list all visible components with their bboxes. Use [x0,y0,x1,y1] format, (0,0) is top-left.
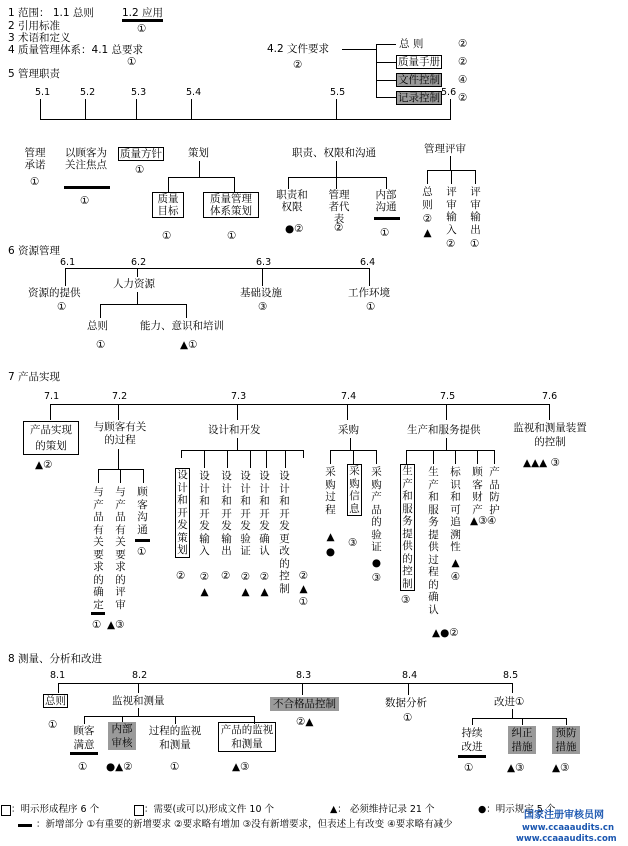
requirements-determination-underline [91,612,105,615]
design-output: 设计和开发输出 [221,470,232,557]
prod-drop-1 [406,450,407,464]
customer-satisfaction-mark: ① [78,761,88,773]
clause-4-2-bracket [376,44,377,98]
product-requirements-determination-mark: ① [92,619,102,631]
s8-drop-4 [408,683,409,695]
competence-awareness-training-mark: ▲① [180,339,198,351]
hr-drop-1 [100,304,101,318]
planning-bar [168,177,234,178]
review-output: 评审输出 [470,186,481,236]
prod-drop-3 [455,450,456,464]
doc-record-control-mark: ② [458,92,468,104]
resp-bar [288,177,386,178]
prod-drop-2 [433,450,434,464]
section-5-bar [40,119,451,120]
design-verification: 设计和开发验证 [240,470,251,557]
clause-8-3-num: 8.3 [296,670,312,681]
management-review: 管理评审 [424,143,466,155]
management-representative: 管理者代表 [328,189,350,225]
section-8-title: 8 测量、分析和改进 [8,653,103,665]
hr-drop-2 [186,304,187,318]
preservation-of-product: 产品防护 [489,466,500,516]
review-general: 总则 [422,186,433,211]
doc-general: 总 则 [399,38,424,50]
hr-general-mark: ① [96,339,106,351]
dd-bracket-r [303,450,304,458]
s6-drop-4 [369,268,370,286]
doc-document-control: 文件控制 [398,74,440,86]
identification-traceability: 标识和可追溯性 [450,466,461,553]
competence-awareness-training: 能力、意识和培训 [140,320,224,332]
resp-drop-1 [288,177,289,189]
resp-drop-2 [336,177,337,189]
product-realization-planning: 产品实现的策划 [23,421,79,455]
section-8-bar [58,683,513,684]
clause-4-mark: ① [127,56,137,68]
s8-drop-3 [302,683,303,695]
resp-drop-3 [386,177,387,189]
clause-1-2-apply: 1.2 应用 [122,7,163,22]
hr-bar [100,304,186,305]
review-general-mark: ②▲ [422,213,433,239]
product-monitoring-measurement-mark: ▲③ [232,761,250,773]
planning: 策划 [188,147,209,159]
s5-drop-5 [336,99,337,119]
clause-5-6-num: 5.6 [441,87,457,98]
review-drop-2 [451,170,452,184]
prod-drop-5 [494,450,495,464]
s5-drop-4 [191,99,192,119]
purchased-product-verification-mark: ●③ [371,557,382,584]
clause-7-5-num: 7.5 [440,391,456,402]
prod-stem [446,438,447,450]
s5-drop-6 [450,99,451,119]
clause-1-line: 1 范围： 1.1 总则 [8,7,94,19]
dd-drop-5 [266,450,267,468]
customer-communication-underline [135,539,150,542]
review-output-mark: ① [470,238,480,250]
doc-general-mark: ② [458,38,468,50]
measurement-general-mark: ① [48,719,58,731]
analysis-of-data-mark: ① [403,712,413,724]
cust-bar [98,469,144,470]
clause-6-4-num: 6.4 [360,257,376,268]
quality-policy: 质量方针 [120,148,162,160]
clause-4-2-mark: ② [293,59,303,71]
monitoring-measuring-device-control-mark: ▲▲▲ ③ [523,457,560,469]
clause-6-1-num: 6.1 [60,257,76,268]
dd-drop-4 [250,450,251,468]
doc-record-control: 记录控制 [398,92,440,104]
design-development: 设计和开发 [208,424,261,436]
clause-8-5-num: 8.5 [503,670,519,681]
identification-traceability-mark: ▲④ [450,557,461,583]
internal-audit: 内部审核 [108,722,136,750]
purchasing-information-mark: ③ [348,537,358,549]
s8-drop-1 [58,683,59,693]
work-environment: 工作环境 [348,287,390,299]
design-output-mark: ② [221,570,231,582]
imp-bar [472,718,566,719]
infrastructure: 基础设施 [240,287,282,299]
process-monitoring-measurement: 过程的监视和测量 [148,725,202,751]
legend-documents: ：需要(或可以)形成文件 10 个 [144,804,275,815]
resp-stem [336,161,337,177]
cust-drop-3 [143,469,144,483]
review-drop-1 [427,170,428,184]
internal-communication-underline [374,217,400,220]
s7-drop-4 [347,404,348,420]
s7-drop-2 [118,404,119,420]
legend-new-underline [18,824,32,827]
quality-objectives-mark: ① [162,230,172,242]
resource-provision-mark: ① [57,301,67,313]
nonconforming-product-control-mark: ②▲ [296,716,314,728]
watermark-url-com: www.ccaaaudits.com [516,834,617,844]
design-change-control: 设计和开发更改的控制 [279,470,290,595]
section-6-title: 6 资源管理 [8,245,61,257]
dd-drop-6 [285,450,286,468]
dd-stem [237,438,238,450]
improvement: 改进① [494,696,525,708]
mm-drop-3 [175,716,176,724]
product-monitoring-measurement: 产品的监视和测量 [218,722,276,752]
design-verification-mark: ②▲ [240,571,251,598]
design-input: 设计和开发输入 [199,470,210,557]
s7-drop-6 [549,404,550,420]
management-representative-mark: ② [334,222,344,234]
clause-4-line: 4 质量管理体系：4.1 总要求 [8,44,144,56]
s5-drop-3 [136,99,137,119]
s8-drop-5 [512,683,513,693]
hr-stem [137,292,138,304]
clause-3-line: 3 术语和定义 [8,32,71,44]
legend-procedure-box [1,805,11,816]
section-6-bar [65,268,370,269]
design-validation-mark: ②▲ [259,571,270,598]
continual-improvement: 持续改进 [461,727,483,753]
clause-1-2-mark: ① [137,23,147,35]
mm-drop-1 [84,716,85,724]
customer-communication: 顾客沟通 [137,486,148,536]
clause-8-1-num: 8.1 [50,670,66,681]
monitoring-and-measurement: 监视和测量 [112,695,165,707]
customer-focus: 以顾客为关注焦点 [65,147,107,171]
s6-drop-1 [65,268,66,286]
quality-objectives: 质量目标 [152,192,184,218]
mm-stem [138,708,139,716]
doc-tick-2 [376,62,396,63]
pur-drop-3 [376,450,377,464]
resource-provision: 资源的提供 [28,287,81,299]
work-environment-mark: ① [366,301,376,313]
legend-change-levels: ：新增部分 ①有重要的新增要求 ②要求略有增加 ③没有新增要求，但表述上有改变 ④要求略有减少 [36,819,453,830]
clause-5-4-num: 5.4 [186,87,202,98]
process-validation: 生产和服务提供过程的确认 [428,466,439,616]
product-requirements-review-mark: ▲③ [107,619,125,631]
purchasing-information: 采购信息 [347,464,362,516]
clause-6-2-num: 6.2 [131,257,147,268]
clause-4-2-line [342,49,376,50]
doc-tick-3 [376,80,396,81]
s7-drop-3 [237,404,238,420]
design-change-control-mark: ②▲① [298,570,309,608]
pur-drop-2 [353,450,354,464]
customer-satisfaction: 顾客满意 [73,725,95,751]
legend-explicit: ●：明示规定 5 个 [478,804,556,815]
mgmt-commitment: 管理承诺 [24,147,46,171]
production-control: 生产和服务提供的控制 [400,464,415,591]
customer-property: 顾客财产 [472,466,483,516]
preventive-action: 预防措施 [552,726,580,754]
cust-drop-2 [120,469,121,483]
preservation-of-product-mark: ④ [487,515,497,527]
clause-7-3-num: 7.3 [231,391,247,402]
dd-drop-3 [227,450,228,468]
design-planning: 设计和开发策划 [175,468,190,558]
qms-planning: 质量管理体系策划 [203,192,259,218]
responsibility-authority: 职责和权限 [276,189,308,213]
customer-focus-underline [64,186,110,189]
section-7-title: 7 产品实现 [8,371,61,383]
continual-improvement-underline [458,755,486,758]
clause-2-line: 2 引用标准 [8,20,61,32]
review-input: 评审输入 [446,186,457,236]
clause-6-3-num: 6.3 [256,257,272,268]
dd-bracket-l [181,450,182,458]
doc-tick-1 [376,44,396,45]
mm-bar [84,716,254,717]
watermark-url-cn: www.ccaaaudits.cn [522,823,615,833]
cust-stem [118,449,119,469]
measurement-general: 总则 [45,695,66,707]
dd-drop-2 [204,450,205,468]
clause-5-5-num: 5.5 [330,87,346,98]
section-7-bar [50,404,550,405]
internal-communication-mark: ① [380,227,390,239]
responsibility-authority-mark: ●② [285,223,304,235]
production-control-mark: ③ [401,594,411,606]
watermark-site-name: 国家注册审核员网 [524,810,604,821]
review-stem [450,156,451,170]
clause-4-2-label: 4.2 文件要求 [267,43,330,55]
continual-improvement-mark: ① [464,762,474,774]
imp-drop-2 [522,718,523,725]
customer-related-processes: 与顾客有关的过程 [93,421,147,446]
s6-drop-3 [262,268,263,286]
customer-communication-mark: ① [137,546,147,558]
clause-7-6-num: 7.6 [542,391,558,402]
s7-drop-1 [50,404,51,420]
doc-tick-4 [376,97,396,98]
corrective-action: 纠正措施 [508,726,536,754]
s6-drop-2 [137,268,138,277]
customer-focus-mark: ① [80,195,90,207]
purchasing: 采购 [338,424,359,436]
purchased-product-verification: 采购产品的验证 [371,466,382,553]
infrastructure-mark: ③ [258,301,268,313]
doc-quality-manual: 质量手册 [398,56,440,68]
responsibility-authority-communication: 职责、权限和沟通 [292,147,376,159]
customer-satisfaction-underline [70,752,98,755]
preventive-action-mark: ▲③ [552,762,570,774]
imp-drop-3 [566,718,567,725]
s8-drop-2 [138,683,139,693]
imp-drop-1 [472,718,473,725]
qms-planning-mark: ① [227,230,237,242]
process-validation-mark: ▲●② [432,627,459,639]
purchasing-process-mark: ▲● [325,531,336,558]
legend-procedures: ：明示形成程序 6 个 [11,804,100,815]
process-monitoring-measurement-mark: ① [170,761,180,773]
imp-stem [512,709,513,718]
legend-records: ▲： 必须维持记录 21 个 [330,804,435,815]
internal-audit-mark: ●▲② [106,761,133,773]
design-validation: 设计和开发确认 [259,470,270,557]
cust-drop-1 [98,469,99,483]
human-resources: 人力资源 [113,278,155,290]
product-requirements-determination: 与产品有关要求的确定 [93,486,104,611]
s7-drop-5 [446,404,447,420]
prod-bar [406,450,494,451]
s5-drop-2 [85,99,86,119]
planning-drop-1 [168,177,169,192]
clause-5-1-num: 5.1 [35,87,51,98]
corrective-action-mark: ▲③ [507,762,525,774]
monitoring-measuring-device-control: 监视和测量装置的控制 [513,422,587,448]
pur-stem [350,438,351,450]
review-drop-3 [475,170,476,184]
analysis-of-data: 数据分析 [385,697,427,709]
review-input-mark: ② [446,238,456,250]
legend-document-box [134,805,144,816]
clause-7-4-num: 7.4 [341,391,357,402]
clause-5-2-num: 5.2 [80,87,96,98]
clause-8-4-num: 8.4 [402,670,418,681]
product-realization-planning-mark: ▲② [35,459,53,471]
section-5-title: 5 管理职责 [8,68,61,80]
hr-general: 总则 [87,320,108,332]
customer-property-mark: ▲③ [470,515,488,527]
s5-drop-1 [40,99,41,119]
planning-drop-2 [234,177,235,192]
nonconforming-product-control: 不合格品控制 [270,697,339,711]
pur-drop-1 [330,450,331,464]
quality-policy-mark: ① [135,164,145,176]
mgmt-commitment-mark: ① [30,176,40,188]
planning-stem [199,161,200,177]
internal-communication: 内部沟通 [375,189,397,213]
clause-7-1-num: 7.1 [44,391,60,402]
doc-quality-manual-mark: ② [458,56,468,68]
design-input-mark: ②▲ [199,571,210,598]
clause-5-3-num: 5.3 [131,87,147,98]
clause-7-2-num: 7.2 [112,391,128,402]
prod-drop-4 [477,450,478,464]
clause-8-2-num: 8.2 [132,670,148,681]
product-requirements-review: 与产品有关要求的评审 [115,486,126,611]
purchasing-process: 采购过程 [325,466,336,516]
design-planning-mark: ② [176,570,186,582]
doc-document-control-mark: ④ [458,74,468,86]
production-service-provision: 生产和服务提供 [407,424,481,436]
